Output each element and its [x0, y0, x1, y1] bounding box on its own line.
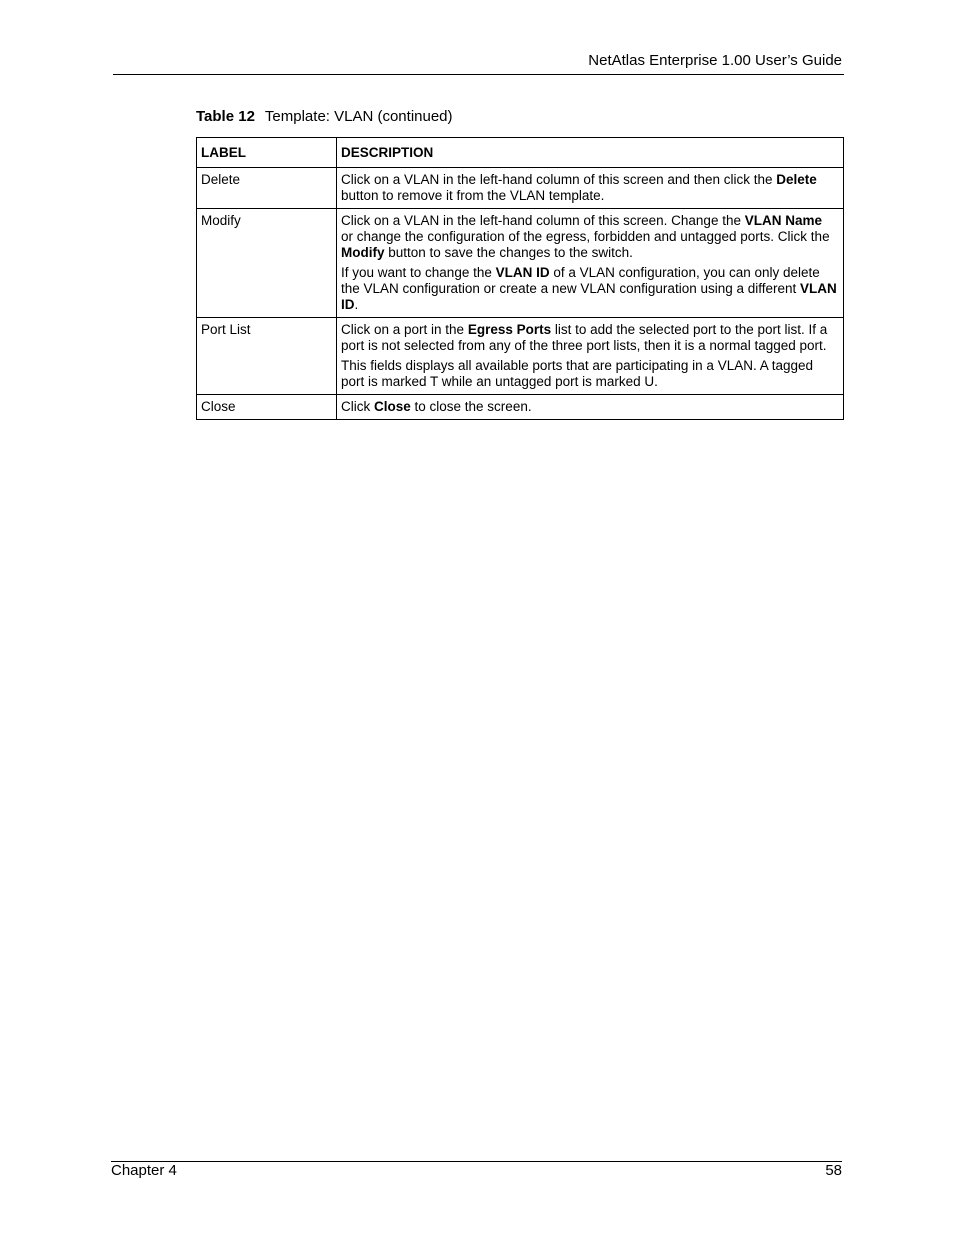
running-header-title: NetAtlas Enterprise 1.00 User’s Guide	[588, 52, 842, 69]
text-run: Click on a VLAN in the left-hand column of this screen and then click the	[341, 172, 777, 187]
text-run: Click on a VLAN in the left-hand column of this screen. Change the	[341, 213, 745, 228]
footer-chapter: Chapter 4	[111, 1162, 177, 1179]
description-paragraph	[341, 213, 837, 261]
row-label: Port List	[197, 318, 337, 395]
text-run: .	[354, 297, 359, 312]
row-description	[337, 318, 844, 395]
header-divider	[113, 74, 844, 75]
text-run: of a VLAN configuration, you can only delete the VLAN configuration or create a new VLAN configuration using a different	[341, 265, 820, 296]
row-description	[337, 395, 844, 420]
bold-term: Close	[374, 399, 411, 414]
table-row	[197, 395, 844, 420]
description-paragraph	[341, 172, 837, 204]
column-header-label: LABEL	[197, 138, 337, 168]
row-label: Close	[197, 395, 337, 420]
description-paragraph	[341, 399, 837, 415]
row-description	[337, 209, 844, 318]
table-number: Table 12	[196, 108, 255, 125]
text-run: Click on a port in the	[341, 322, 468, 337]
text-run: button to remove it from the VLAN template.	[341, 188, 605, 203]
text-run: button to save the changes to the switch.	[384, 245, 633, 260]
text-run: to close the screen.	[410, 399, 532, 414]
row-description	[337, 168, 844, 209]
row-label: Delete	[197, 168, 337, 209]
footer-page-number: 58	[825, 1162, 842, 1179]
vlan-template-table	[196, 137, 844, 420]
table-body	[197, 168, 844, 420]
bold-term: VLAN ID	[495, 265, 550, 280]
bold-term: Egress Ports	[467, 322, 552, 337]
table-title: Template: VLAN (continued)	[264, 108, 453, 125]
description-paragraph	[341, 265, 837, 313]
description-paragraph	[341, 322, 837, 354]
table-header-row	[197, 138, 844, 168]
bold-term: Modify	[341, 245, 385, 260]
table-caption	[196, 108, 453, 125]
column-header-description: DESCRIPTION	[337, 138, 844, 168]
text-run: Click	[341, 399, 374, 414]
bold-term: VLAN ID	[341, 281, 837, 312]
row-label: Modify	[197, 209, 337, 318]
text-run: or change the configuration of the egress, forbidden and untagged ports. Click the	[341, 229, 830, 244]
bold-term: Delete	[776, 172, 817, 187]
text-run: This fields displays all available ports that are participating in a VLAN. A tagged port is marked T while an untagged port is marked U.	[341, 358, 814, 389]
table-row	[197, 168, 844, 209]
text-run: If you want to change the	[341, 265, 496, 280]
description-paragraph	[341, 358, 837, 390]
footer-divider	[111, 1161, 842, 1162]
bold-term: VLAN Name	[744, 213, 823, 228]
text-run: list to add the selected port to the port list. If a port is not selected from any of the three port lists, then it is a normal tagged port.	[341, 322, 828, 353]
table-row	[197, 209, 844, 318]
table-row	[197, 318, 844, 395]
